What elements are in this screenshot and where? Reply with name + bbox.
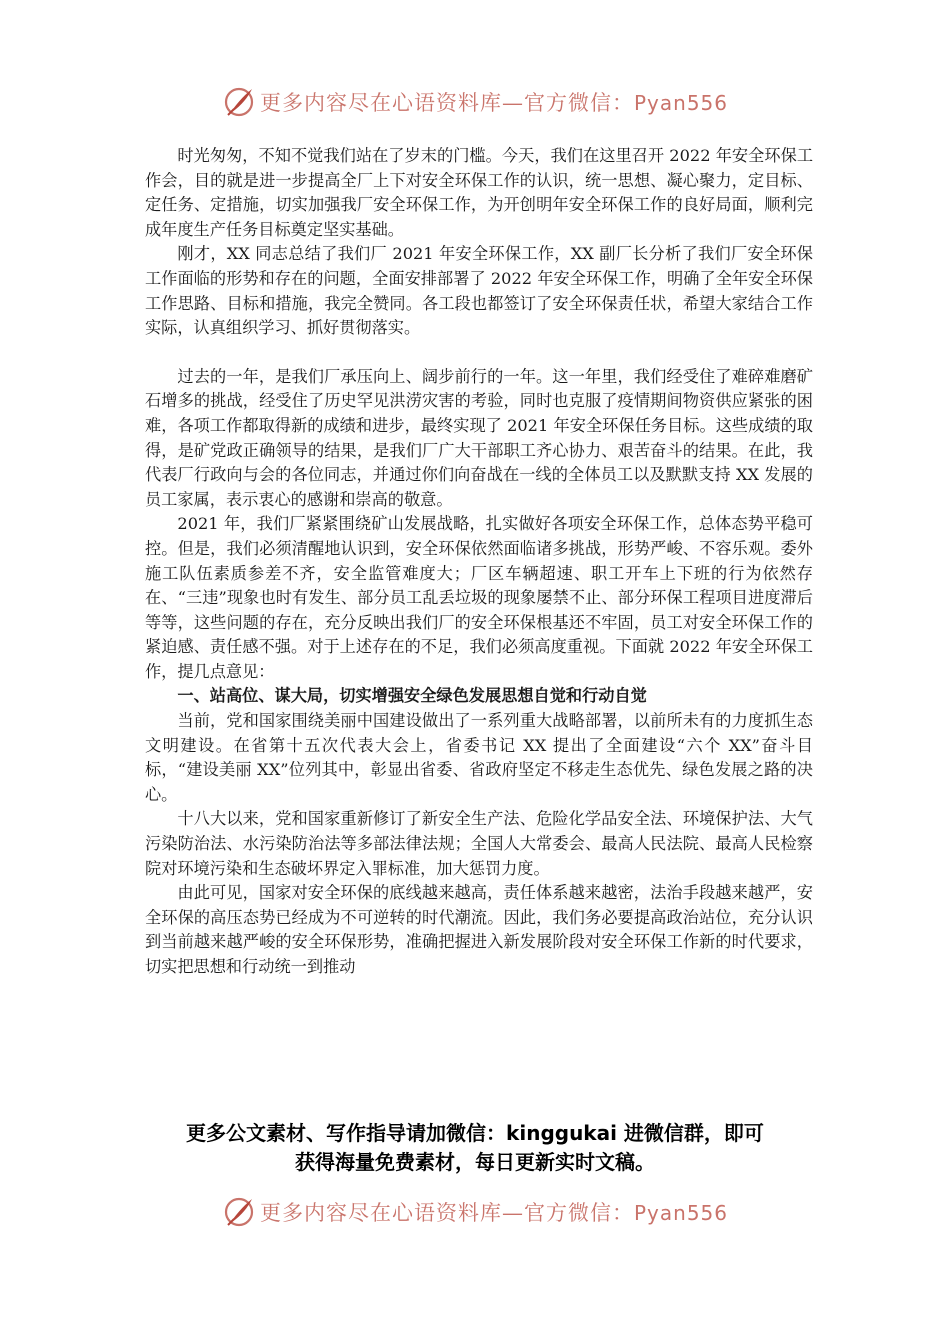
paragraph: 当前，党和国家围绕美丽中国建设做出了一系列重大战略部署，以前所未有的力度抓生态文明建设。在省第十五次代表大会上，省委书记 XX 提出了全面建设“六个 XX”奋斗目标，“建设美丽 XX”位列其中，彰显出省委、省政府坚定不移走生态优先、绿色发展之路的决心。 bbox=[145, 711, 813, 804]
paragraph: 过去的一年，是我们厂承压向上、阔步前行的一年。这一年里，我们经受住了难碎难磨矿石增多的挑战，经受住了历史罕见洪涝灾害的考验，同时也克服了疫情期间物资供应紧张的困难，各项工作都取得新的成绩和进步，最终实现了 2021 年安全环保任务目标。这些成绩的取得，是矿党政正确领导的结果，是我们厂广大干部职工齐心协力、艰苦奋斗的结果。在此，我代表厂行政向与会的各位同志，并通过你们向奋战在一线的全体员工以及默默支持 XX 发展的员工家属，表示衷心的感谢和崇高的敬意。 bbox=[145, 366, 813, 509]
quill-pen-logo-icon bbox=[222, 1195, 256, 1229]
document-body bbox=[145, 144, 813, 980]
paragraph: 刚才，XX 同志总结了我们厂 2021 年安全环保工作，XX 副厂长分析了我们厂安全环保工作面临的形势和存在的问题，全面安排部署了 2022 年安全环保工作，明确了全年安全环保工作思路、目标和措施，我完全赞同。各工段也都签订了安全环保责任状，希望大家结合工作实际，认真组织学习、抓好贯彻落实。 bbox=[145, 244, 813, 338]
promo-line: 获得海量免费素材，每日更新实时文稿。 bbox=[295, 1150, 655, 1174]
section-heading: 一、站高位、谋大局，切实增强安全绿色发展思想自觉和行动自觉 bbox=[177, 686, 647, 706]
quill-pen-logo-icon bbox=[222, 85, 256, 119]
paragraph: 由此可见，国家对安全环保的底线越来越高，责任体系越来越密，法治手段越来越严，安全环保的高压态势已经成为不可逆转的时代潮流。因此，我们务必要提高政治站位，充分认识到当前越来越严峻的安全环保形势，准确把握进入新发展阶段对安全环保工作新的时代要求，切实把思想和行动统一到推动 bbox=[145, 883, 813, 976]
promo-notice bbox=[120, 1119, 830, 1177]
paragraph: 十八大以来，党和国家重新修订了新安全生产法、危险化学品安全法、环境保护法、大气污染防治法、水污染防治法等多部法律法规；全国人大常委会、最高人民法院、最高人民检察院对环境污染和生态破坏界定入罪标准，加大惩罚力度。 bbox=[145, 809, 813, 878]
promo-line: 更多公文素材、写作指导请加微信：kinggukai 进微信群，即可 bbox=[186, 1121, 764, 1145]
watermark-header bbox=[0, 82, 950, 122]
paragraph: 2021 年，我们厂紧紧围绕矿山发展战略，扎实做好各项安全环保工作，总体态势平稳可控。但是，我们必须清醒地认识到，安全环保依然面临诸多挑战，形势严峻、不容乐观。委外施工队伍素质参差不齐，安全监管难度大；厂区车辆超速、职工开车上下班的行为依然存在、“三违”现象也时有发生、部分员工乱丢垃圾的现象屡禁不止、部分环保工程项目进度滞后等等，这些问题的存在，充分反映出我们厂的安全环保根基还不牢固，员工对安全环保工作的紧迫感、责任感不强。对于上述存在的不足，我们必须高度重视。下面就 2022 年安全环保工作，提几点意见： bbox=[145, 514, 813, 681]
paragraph: 时光匆匆，不知不觉我们站在了岁末的门槛。今天，我们在这里召开 2022 年安全环保工作会，目的就是进一步提高全厂上下对安全环保工作的认识，统一思想、凝心聚力，定目标、定任务、定措施，切实加强我厂安全环保工作，为开创明年安全环保工作的良好局面，顺利完成年度生产任务目标奠定坚实基础。 bbox=[145, 146, 813, 239]
watermark-footer bbox=[0, 1192, 950, 1232]
watermark-text: 更多内容尽在心语资料库—官方微信：Pyan556 bbox=[259, 1201, 728, 1225]
watermark-text: 更多内容尽在心语资料库—官方微信：Pyan556 bbox=[259, 91, 728, 115]
